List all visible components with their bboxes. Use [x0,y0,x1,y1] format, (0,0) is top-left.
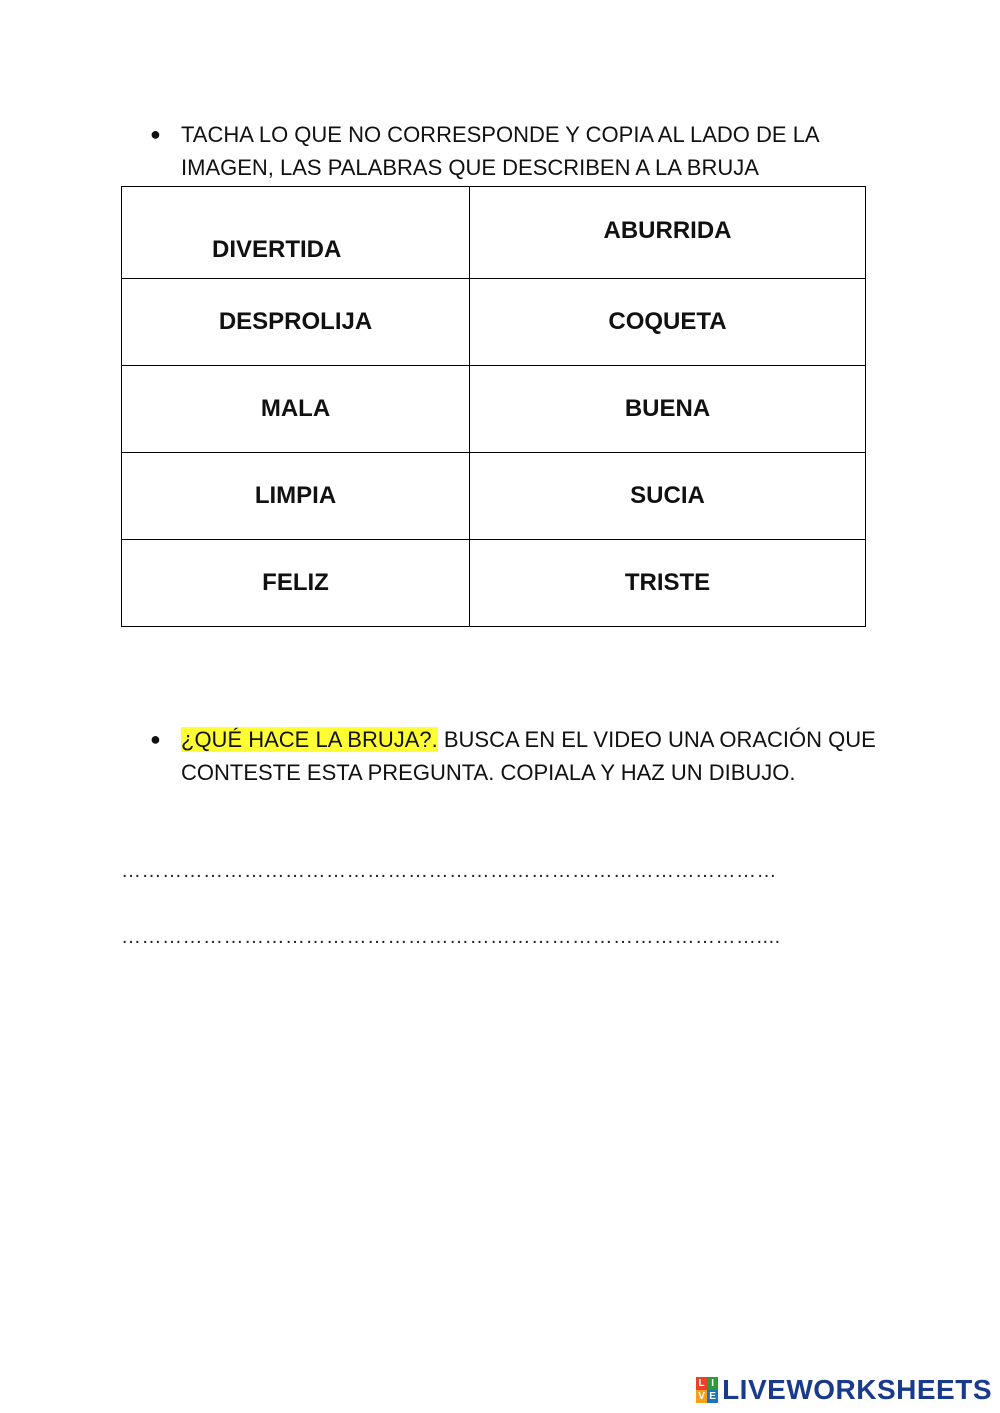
table-cell[interactable]: TRISTE [470,540,866,627]
table-cell[interactable]: MALA [122,366,470,453]
live-icon [696,1377,718,1403]
table-row [122,453,866,540]
logo-letter: V [696,1390,707,1403]
logo-letter: L [696,1377,707,1390]
table-row [122,366,866,453]
question-2-instructions: BUSCA EN EL VIDEO UNA ORACIÓN QUE CONTESTE ESTA PREGUNTA. COPIALA Y HAZ UN DIBUJO. [181,727,876,785]
answer-line-2[interactable]: ………………………………………………………………………………….... [121,926,781,948]
bullet-icon: ● [150,124,161,144]
table-cell[interactable]: COQUETA [470,279,866,366]
table-cell[interactable]: LIMPIA [122,453,470,540]
logo-letter: I [707,1377,718,1390]
question-1 [150,118,880,184]
adjectives-table [121,186,866,627]
table-cell[interactable]: DESPROLIJA [122,279,470,366]
table-row [122,279,866,366]
table-cell[interactable]: SUCIA [470,453,866,540]
bullet-icon: ● [150,729,161,749]
table-row [122,187,866,279]
table-cell[interactable]: FELIZ [122,540,470,627]
question-2 [150,723,880,789]
logo-letter: E [707,1390,718,1403]
answer-line-1[interactable]: …………………………………………………………………………………… [121,860,777,882]
highlighted-question: ¿QUÉ HACE LA BRUJA?. [181,727,438,752]
question-2-text [181,723,880,789]
brand-name: LIVEWORKSHEETS [722,1374,992,1405]
table-cell[interactable]: DIVERTIDA [122,187,470,279]
table-row [122,540,866,627]
table-cell[interactable]: ABURRIDA [470,187,866,279]
liveworksheets-logo [696,1374,992,1406]
table-cell[interactable]: BUENA [470,366,866,453]
question-1-text: TACHA LO QUE NO CORRESPONDE Y COPIA AL LADO DE LA IMAGEN, LAS PALABRAS QUE DESCRIBEN A LA BRUJA [181,122,819,180]
